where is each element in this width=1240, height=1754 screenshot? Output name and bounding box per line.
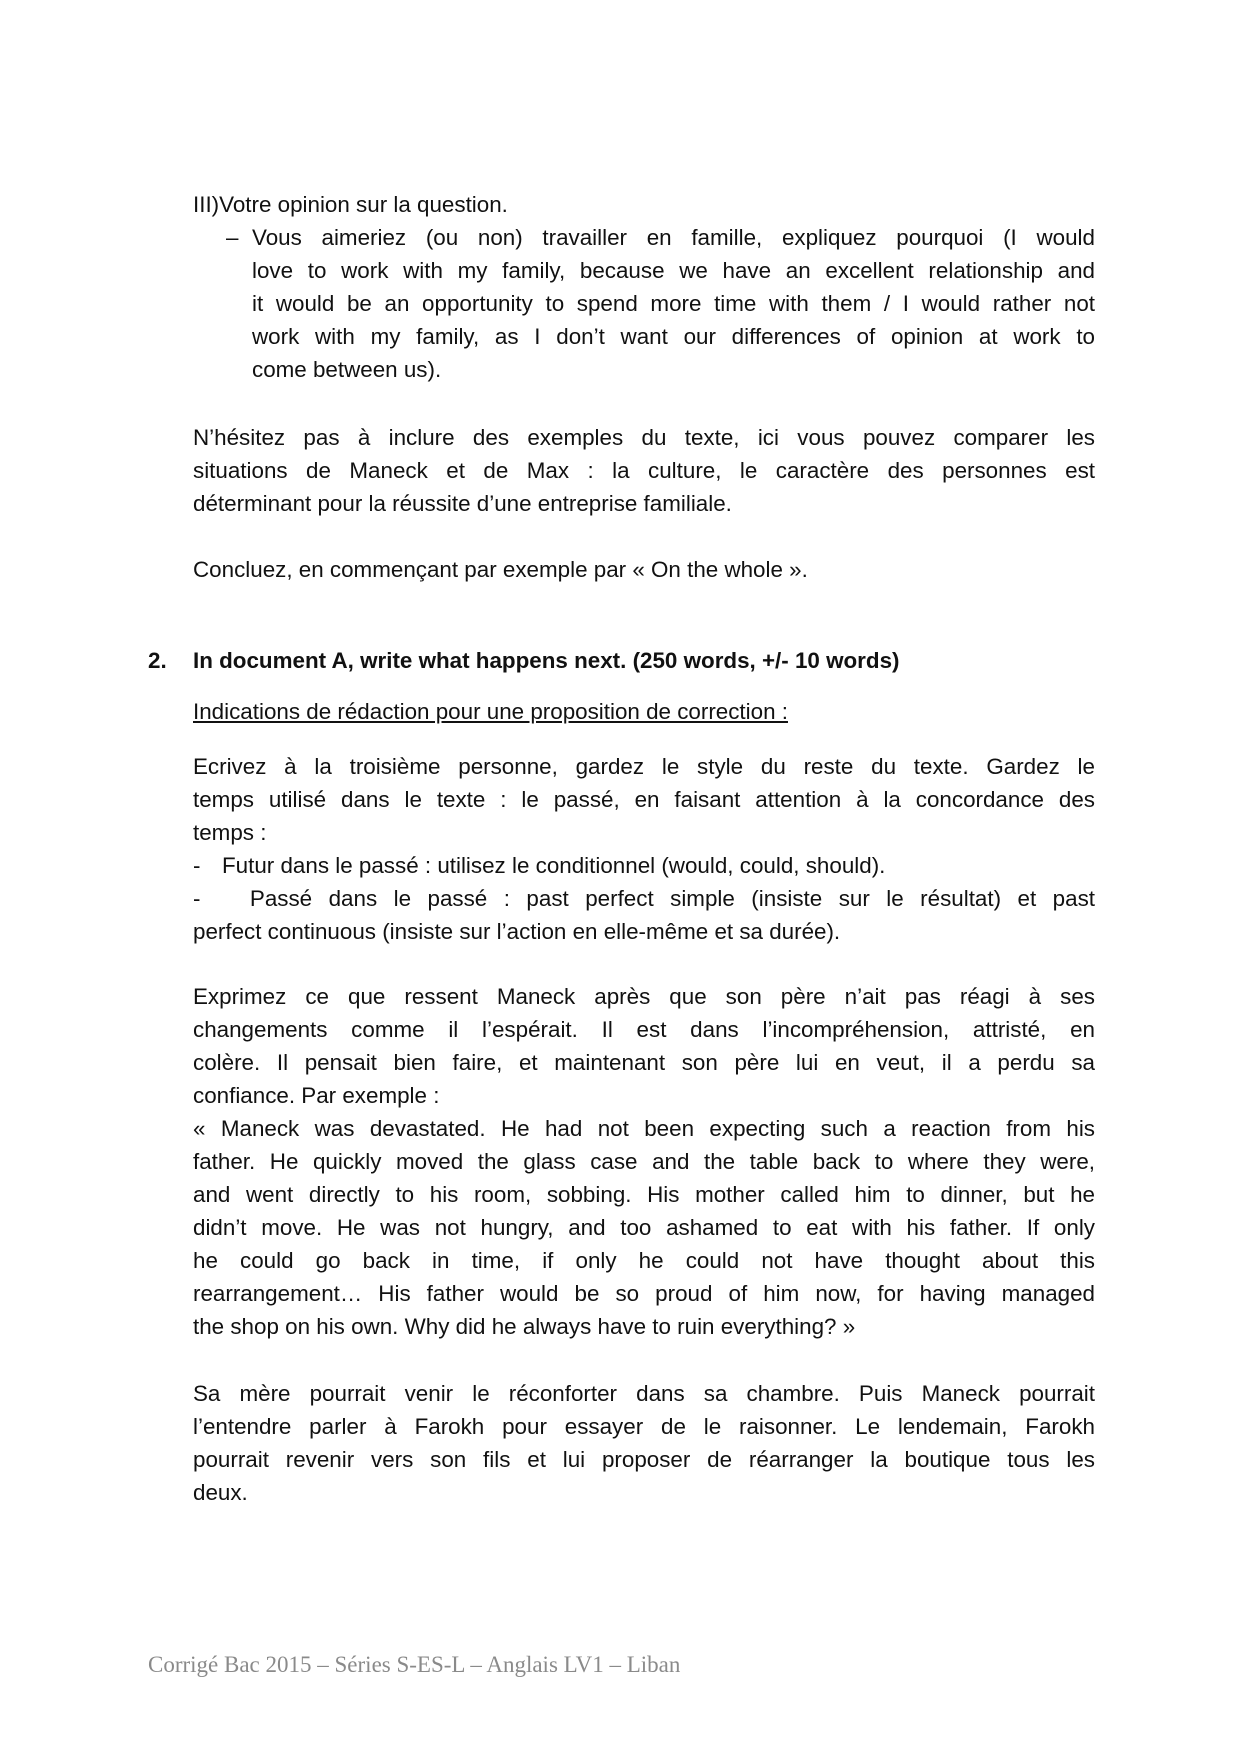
text-line: l’entendre parler à Farokh pour essayer de le raisonner. Le lendemain, Farokh: [193, 1414, 1095, 1439]
question2-heading: [148, 644, 1108, 677]
text-line: pourrait revenir vers son fils et lui proposer de réarranger la boutique tous les: [193, 1447, 1095, 1472]
conclusion-text: Concluez, en commençant par exemple par « On the whole ».: [193, 557, 808, 582]
text-line: Ecrivez à la troisième personne, gardez le style du reste du texte. Gardez le: [193, 754, 1095, 779]
section3-title: III)Votre opinion sur la question.: [193, 192, 508, 217]
dash-item-past: [193, 882, 1095, 915]
question2-title: In document A, write what happens next. (250 words, +/- 10 words): [193, 648, 900, 673]
text-line: « Maneck was devastated. He had not been expecting such a reaction from his: [193, 1116, 1095, 1141]
question2-subtitle-block: [193, 695, 1095, 728]
text-line: perfect continuous (insiste sur l’action en elle-même et sa durée).: [193, 919, 841, 944]
text-line: love to work with my family, because we have an excellent relationship and: [252, 258, 1095, 283]
dash-item-text: Passé dans le passé : past perfect simple (insiste sur le résultat) et past: [249, 886, 1095, 911]
dash-icon: -: [193, 886, 201, 911]
text-line: come between us).: [252, 357, 442, 382]
text-line: he could go back in time, if only he could not have thought about this: [193, 1248, 1095, 1273]
text-line: rearrangement… His father would be so proud of him now, for having managed: [193, 1281, 1095, 1306]
section3-bullet: [193, 221, 1095, 386]
text-line: Vous aimeriez (ou non) travailler en famille, expliquez pourquoi (I would: [252, 225, 1095, 250]
question2-number: 2.: [148, 648, 167, 673]
text-line: confiance. Par exemple :: [193, 1083, 440, 1108]
bullet-dash-icon: –: [226, 225, 239, 250]
dash-icon: -: [193, 853, 201, 878]
text-line: Sa mère pourrait venir le réconforter dans sa chambre. Puis Maneck pourrait: [193, 1381, 1095, 1406]
text-line: it would be an opportunity to spend more time with them / I would rather not: [252, 291, 1095, 316]
text-line: and went directly to his room, sobbing. His mother called him to dinner, but he: [193, 1182, 1095, 1207]
text-line: the shop on his own. Why did he always have to ruin everything? »: [193, 1314, 856, 1339]
question2-subtitle: Indications de rédaction pour une proposition de correction :: [193, 699, 788, 724]
text-line: temps :: [193, 820, 267, 845]
feelings-paragraph: [193, 980, 1095, 1343]
text-line: N’hésitez pas à inclure des exemples du texte, ici vous pouvez comparer les: [193, 425, 1095, 450]
dash-item-text: Futur dans le passé : utilisez le conditionnel (would, could, should).: [222, 853, 886, 878]
text-line: colère. Il pensait bien faire, et maintenant son père lui en veut, il a perdu sa: [193, 1050, 1095, 1075]
conclusion-paragraph: [193, 553, 1095, 586]
text-line: deux.: [193, 1480, 248, 1505]
text-line: didn’t move. He was not hungry, and too ashamed to eat with his father. If only: [193, 1215, 1095, 1240]
examples-paragraph: [193, 421, 1095, 520]
text-line: déterminant pour la réussite d’une entreprise familiale.: [193, 491, 732, 516]
mother-paragraph: [193, 1377, 1095, 1509]
text-line: situations de Maneck et de Max : la culture, le caractère des personnes est: [193, 458, 1095, 483]
text-line: Exprimez ce que ressent Maneck après que son père n’ait pas réagi à ses: [193, 984, 1095, 1009]
text-line: father. He quickly moved the glass case and the table back to where they were,: [193, 1149, 1095, 1174]
section3-bullet-text: [252, 221, 1095, 386]
page-footer: Corrigé Bac 2015 – Séries S-ES-L – Anglais LV1 – Liban: [148, 1652, 681, 1677]
text-line: changements comme il l’espérait. Il est dans l’incompréhension, attristé, en: [193, 1017, 1095, 1042]
section3: [193, 188, 1095, 386]
text-line: work with my family, as I don’t want our differences of opinion at work to: [252, 324, 1095, 349]
text-line: temps utilisé dans le texte : le passé, en faisant attention à la concordance des: [193, 787, 1095, 812]
tense-paragraph: [193, 750, 1095, 948]
dash-item-future: [193, 849, 1095, 882]
